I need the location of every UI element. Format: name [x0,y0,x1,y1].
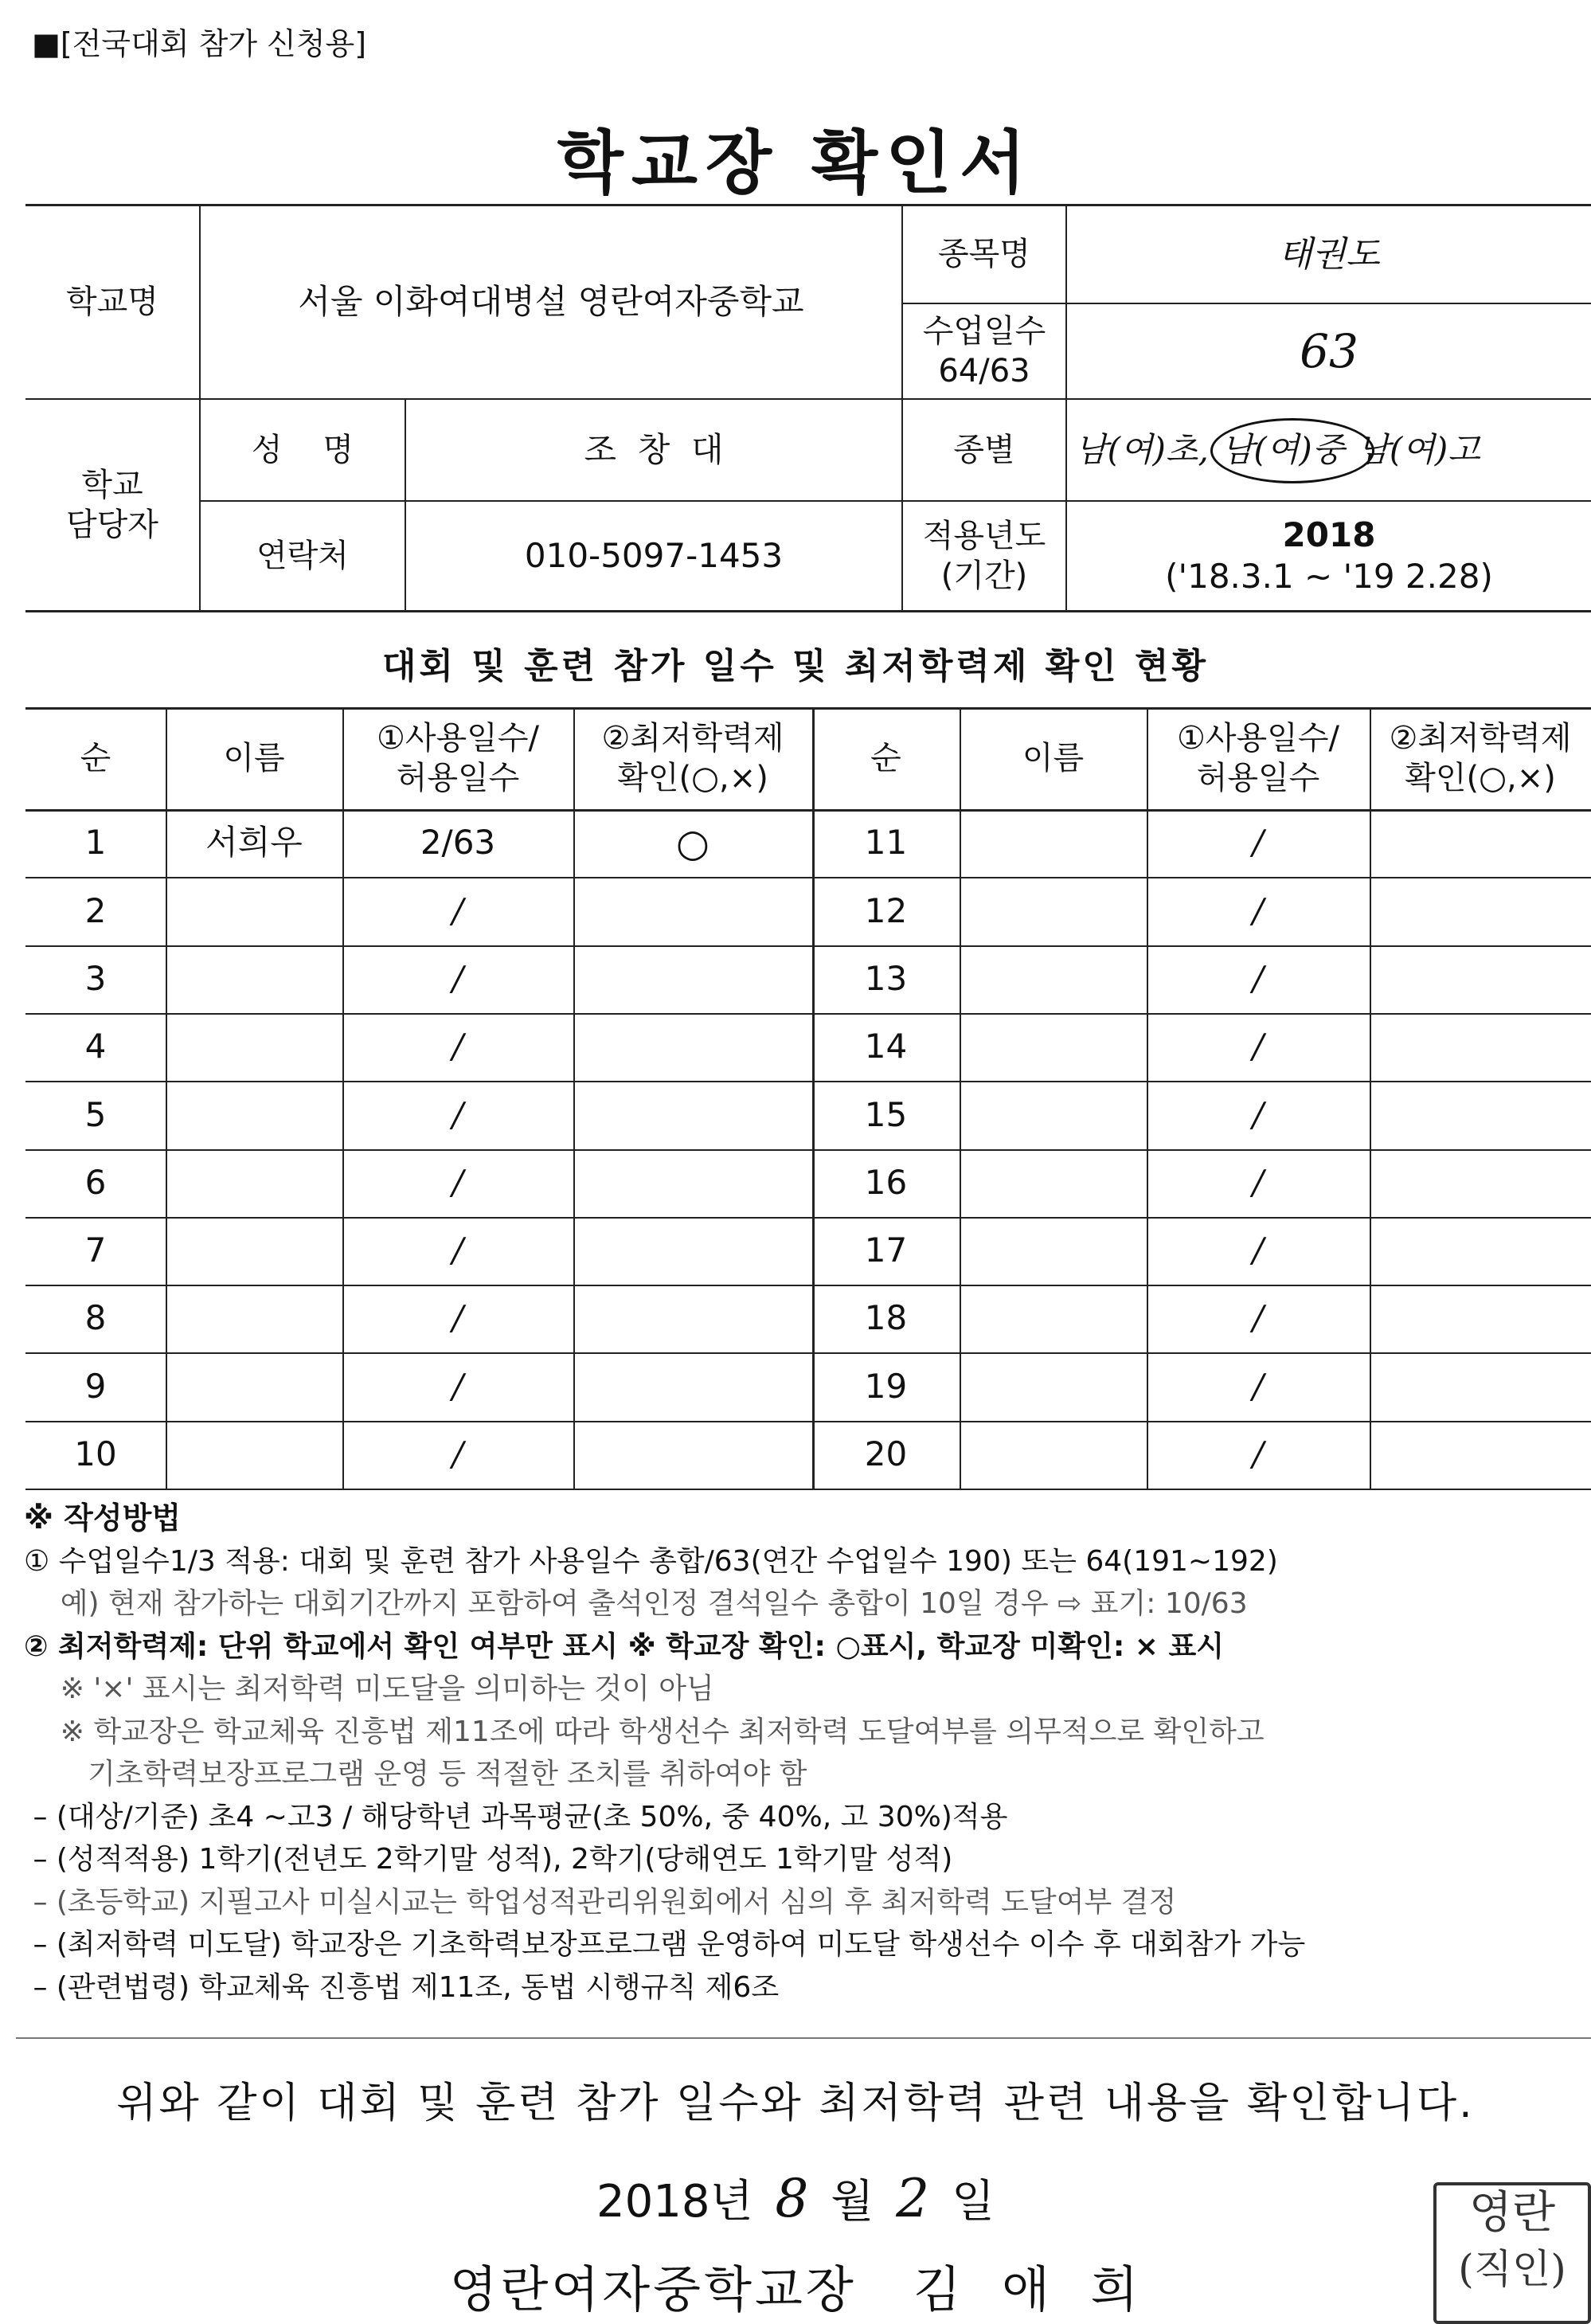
table-cell-name [960,1352,1147,1420]
section-title: 대회 및 훈련 참가 일수 및 최저학력제 확인 현황 [381,646,1210,687]
sport-value: 태권도 [1278,233,1380,275]
name-label: 성 명 [251,432,354,468]
table-cell-days: / [452,1298,464,1338]
table-cell-days: / [452,958,464,998]
table-cell-no: 6 [84,1162,107,1202]
note-line: 예) 현재 참가하는 대회기간까지 포함하여 출석인정 결석일수 총합이 10일 경우 ⇨ 표기: 10/63 [24,1587,1248,1620]
table-cell-name [166,1149,342,1217]
header-label: 허용일수 [1196,760,1320,796]
gender-option-high: 남(여)고 [1357,429,1480,469]
table-header-cell [960,707,1147,809]
table-cell-name: 서희우 [205,823,303,863]
gender-label: 종별 [953,432,1015,468]
header-label: 순 [870,740,901,777]
gender-option-elementary: 남(여)초, [1075,429,1209,469]
table-cell-days: / [452,890,464,930]
header-label: ①사용일수/ [377,720,539,757]
contact-value: 010-5097-1453 [524,535,784,575]
table-cell-no: 7 [84,1230,107,1270]
note-line: ① 수업일수1/3 적용: 대회 및 훈련 참가 사용일수 총합/63(연간 수업일수 190) 또는 64(191~192) [24,1544,1278,1578]
date-day: 2 [896,2168,930,2229]
table-cell-days: / [1252,1298,1265,1338]
table-cell-name [166,877,342,945]
table-cell-days: / [452,1366,464,1406]
table-header-cell [573,707,812,809]
header-label: 이름 [1022,740,1085,777]
table-cell-check [573,1421,812,1489]
manager-label [25,400,199,610]
note-line: – (대상/기준) 초4 ~고3 / 해당학년 과목평균(초 50%, 중 40%, 고 30%)적용 [24,1800,1008,1833]
table-cell-name [960,1013,1147,1081]
table-cell-name [960,1217,1147,1285]
table-cell-check [573,945,812,1013]
table-cell-check [1370,1421,1591,1489]
notes-title: ※ 작성방법 [24,1500,182,1536]
table-cell-no: 15 [864,1094,908,1134]
note-line: – (초등학교) 지필고사 미실시교는 학업성적관리위원회에서 심의 후 최저학력 도달여부 결정 [24,1885,1177,1919]
year-value [1067,502,1591,610]
notes-section [24,1497,1585,2009]
table-cell-days: / [1252,1230,1265,1270]
signature-date [0,2166,1591,2230]
table-cell-check [573,1149,812,1217]
table-cell-no: 3 [84,958,107,998]
table-cell-days: / [1252,958,1265,998]
table-cell-no: 5 [84,1094,107,1134]
note-line: – (최저학력 미도달) 학교장은 기초학력보장프로그램 운영하여 미도달 학생선수 이수 후 대회참가 가능 [24,1928,1306,1961]
divider [25,610,1591,612]
date-month-unit: 월 [831,2176,874,2228]
manager-label-line1: 학교 [81,467,143,503]
table-cell-days: / [452,1027,464,1066]
school-label: 학교명 [66,284,158,320]
header-label: 확인(○,×) [617,760,768,796]
year-period: ('18.3.1 ~ '19 2.28) [1165,557,1493,596]
year-label [903,502,1065,610]
note-line: – (관련법령) 학교체육 진흥법 제11조, 동법 시행규칙 제6조 [24,1970,780,2004]
table-cell-check [573,1013,812,1081]
table-cell-name [166,1081,342,1148]
note-line: ※ 학교장은 학교체육 진흥법 제11조에 따라 학생선수 최저학력 도달여부를 의무적으로 확인하고 [24,1715,1265,1748]
table-cell-check [1370,1081,1591,1148]
table-cell-check [1370,1285,1591,1352]
table-cell-check [573,1352,812,1420]
note-line: ※ '×' 표시는 최저학력 미도달을 의미하는 것이 아님 [24,1673,714,1705]
form-tag: ■[전국대회 참가 신청용] [32,26,367,61]
table-cell-no: 8 [84,1298,107,1338]
table-cell-no: 11 [864,823,908,863]
table-header-cell [342,707,573,809]
table-header-cell [166,707,342,809]
table-cell-check [573,1285,812,1352]
table-cell-days: / [1252,1027,1265,1066]
table-cell-check [573,1217,812,1285]
table-cell-name [166,1217,342,1285]
table-header-cell [812,707,960,809]
table-cell-name [166,1421,342,1489]
header-label: ②최저학력제 [1389,720,1572,757]
table-cell-name [960,877,1147,945]
table-cell-check [573,877,812,945]
table-cell-no: 16 [864,1162,908,1202]
table-cell-days: / [452,1230,464,1270]
year-label-line2: (기간) [940,558,1028,594]
table-header-cell [1370,707,1591,809]
table-cell-name [166,1352,342,1420]
year-label-line1: 적용년도 [922,518,1046,554]
contact-label: 연락처 [256,538,349,574]
table-cell-no: 12 [864,890,908,930]
table-cell-days: / [1252,1162,1265,1202]
table-cell-check [1370,945,1591,1013]
header-label: ①사용일수/ [1177,720,1339,757]
table-cell-check [1370,1352,1591,1420]
table-cell-no: 14 [864,1027,908,1066]
table-cell-days: / [452,1094,464,1134]
header-label: ②최저학력제 [601,720,784,757]
principal-signature: 영란여자중학교장 김 애 희 [449,2260,1142,2318]
date-year: 2018년 [596,2176,753,2228]
table-rule [25,1489,1591,1490]
table-cell-no: 19 [864,1366,908,1406]
table-cell-days: / [1252,823,1265,863]
table-cell-days: / [1252,1366,1265,1406]
table-cell-name [960,1081,1147,1148]
header-label: 순 [80,740,111,777]
table-cell-days: / [1252,1094,1265,1134]
page-title: 학교장 확인서 [557,123,1034,203]
divider [16,2037,1591,2039]
name-value: 조 창 대 [584,429,724,469]
classdays-label [903,304,1065,398]
note-line: – (성적적용) 1학기(전년도 2학기말 성적), 2학기(당해연도 1학기말 성적) [24,1843,953,1876]
table-cell-name [166,1285,342,1352]
table-cell-name [960,945,1147,1013]
date-month: 8 [775,2168,809,2229]
table-cell-check [1370,1149,1591,1217]
gender-options [1067,400,1591,500]
stamp-text: 영란 [1468,2187,1556,2239]
official-seal-stamp [1433,2182,1591,2324]
school-name: 서울 이화여대병설 영란여자중학교 [298,281,804,321]
table-cell-name [960,1421,1147,1489]
table-cell-no: 17 [864,1230,908,1270]
stamp-seal-label: (직인) [1458,2246,1566,2292]
table-header-cell [1147,707,1370,809]
table-cell-name [166,945,342,1013]
table-cell-days: / [452,1434,464,1474]
table-cell-no: 9 [84,1366,107,1406]
table-header-cell [25,707,166,809]
table-cell-no: 13 [864,958,908,998]
table-cell-days: / [452,1162,464,1202]
table-cell-check [1370,1217,1591,1285]
gender-option-middle-label: 남(여)중 [1221,429,1345,469]
header-label: 확인(○,×) [1405,760,1556,796]
confirm-text: 위와 같이 대회 및 훈련 참가 일수와 최저학력 관련 내용을 확인합니다. [116,2079,1475,2127]
classdays-label-line2: 64/63 [938,353,1030,389]
header-label: 이름 [223,740,285,777]
sport-label: 종목명 [938,236,1030,272]
table-cell-no: 2 [84,890,107,930]
table-cell-no: 1 [84,823,107,863]
table-cell-check: ○ [676,820,710,866]
table-cell-no: 4 [84,1027,107,1066]
table-cell-check [1370,1013,1591,1081]
table-cell-no: 18 [864,1298,908,1338]
table-cell-days: 2/63 [420,823,496,863]
manager-label-line2: 담당자 [66,507,158,543]
table-cell-no: 20 [864,1434,908,1474]
table-cell-name [960,1149,1147,1217]
table-cell-days: / [1252,890,1265,930]
classdays-value: 63 [1300,323,1358,378]
classdays-label-line1: 수업일수 [922,313,1046,350]
table-cell-no: 10 [74,1434,117,1474]
note-line: ② 최저학력제: 단위 학교에서 확인 여부만 표시 ※ 학교장 확인: ○표시, 학교장 미확인: × 표시 [24,1630,1224,1663]
date-day-unit: 일 [951,2176,995,2228]
header-label: 허용일수 [396,760,520,796]
table-cell-name [960,1285,1147,1352]
note-line: 기초학력보장프로그램 운영 등 적절한 조치를 취하여야 함 [24,1758,807,1790]
table-cell-check [573,1081,812,1148]
table-cell-name [166,1013,342,1081]
gender-option-middle [1222,429,1345,471]
table-cell-check [1370,877,1591,945]
year-number: 2018 [1282,514,1376,554]
selection-circle-icon [1210,418,1374,483]
table-cell-days: / [1252,1434,1265,1474]
table-cell-name [960,809,1147,877]
table-cell-check [1370,809,1591,877]
